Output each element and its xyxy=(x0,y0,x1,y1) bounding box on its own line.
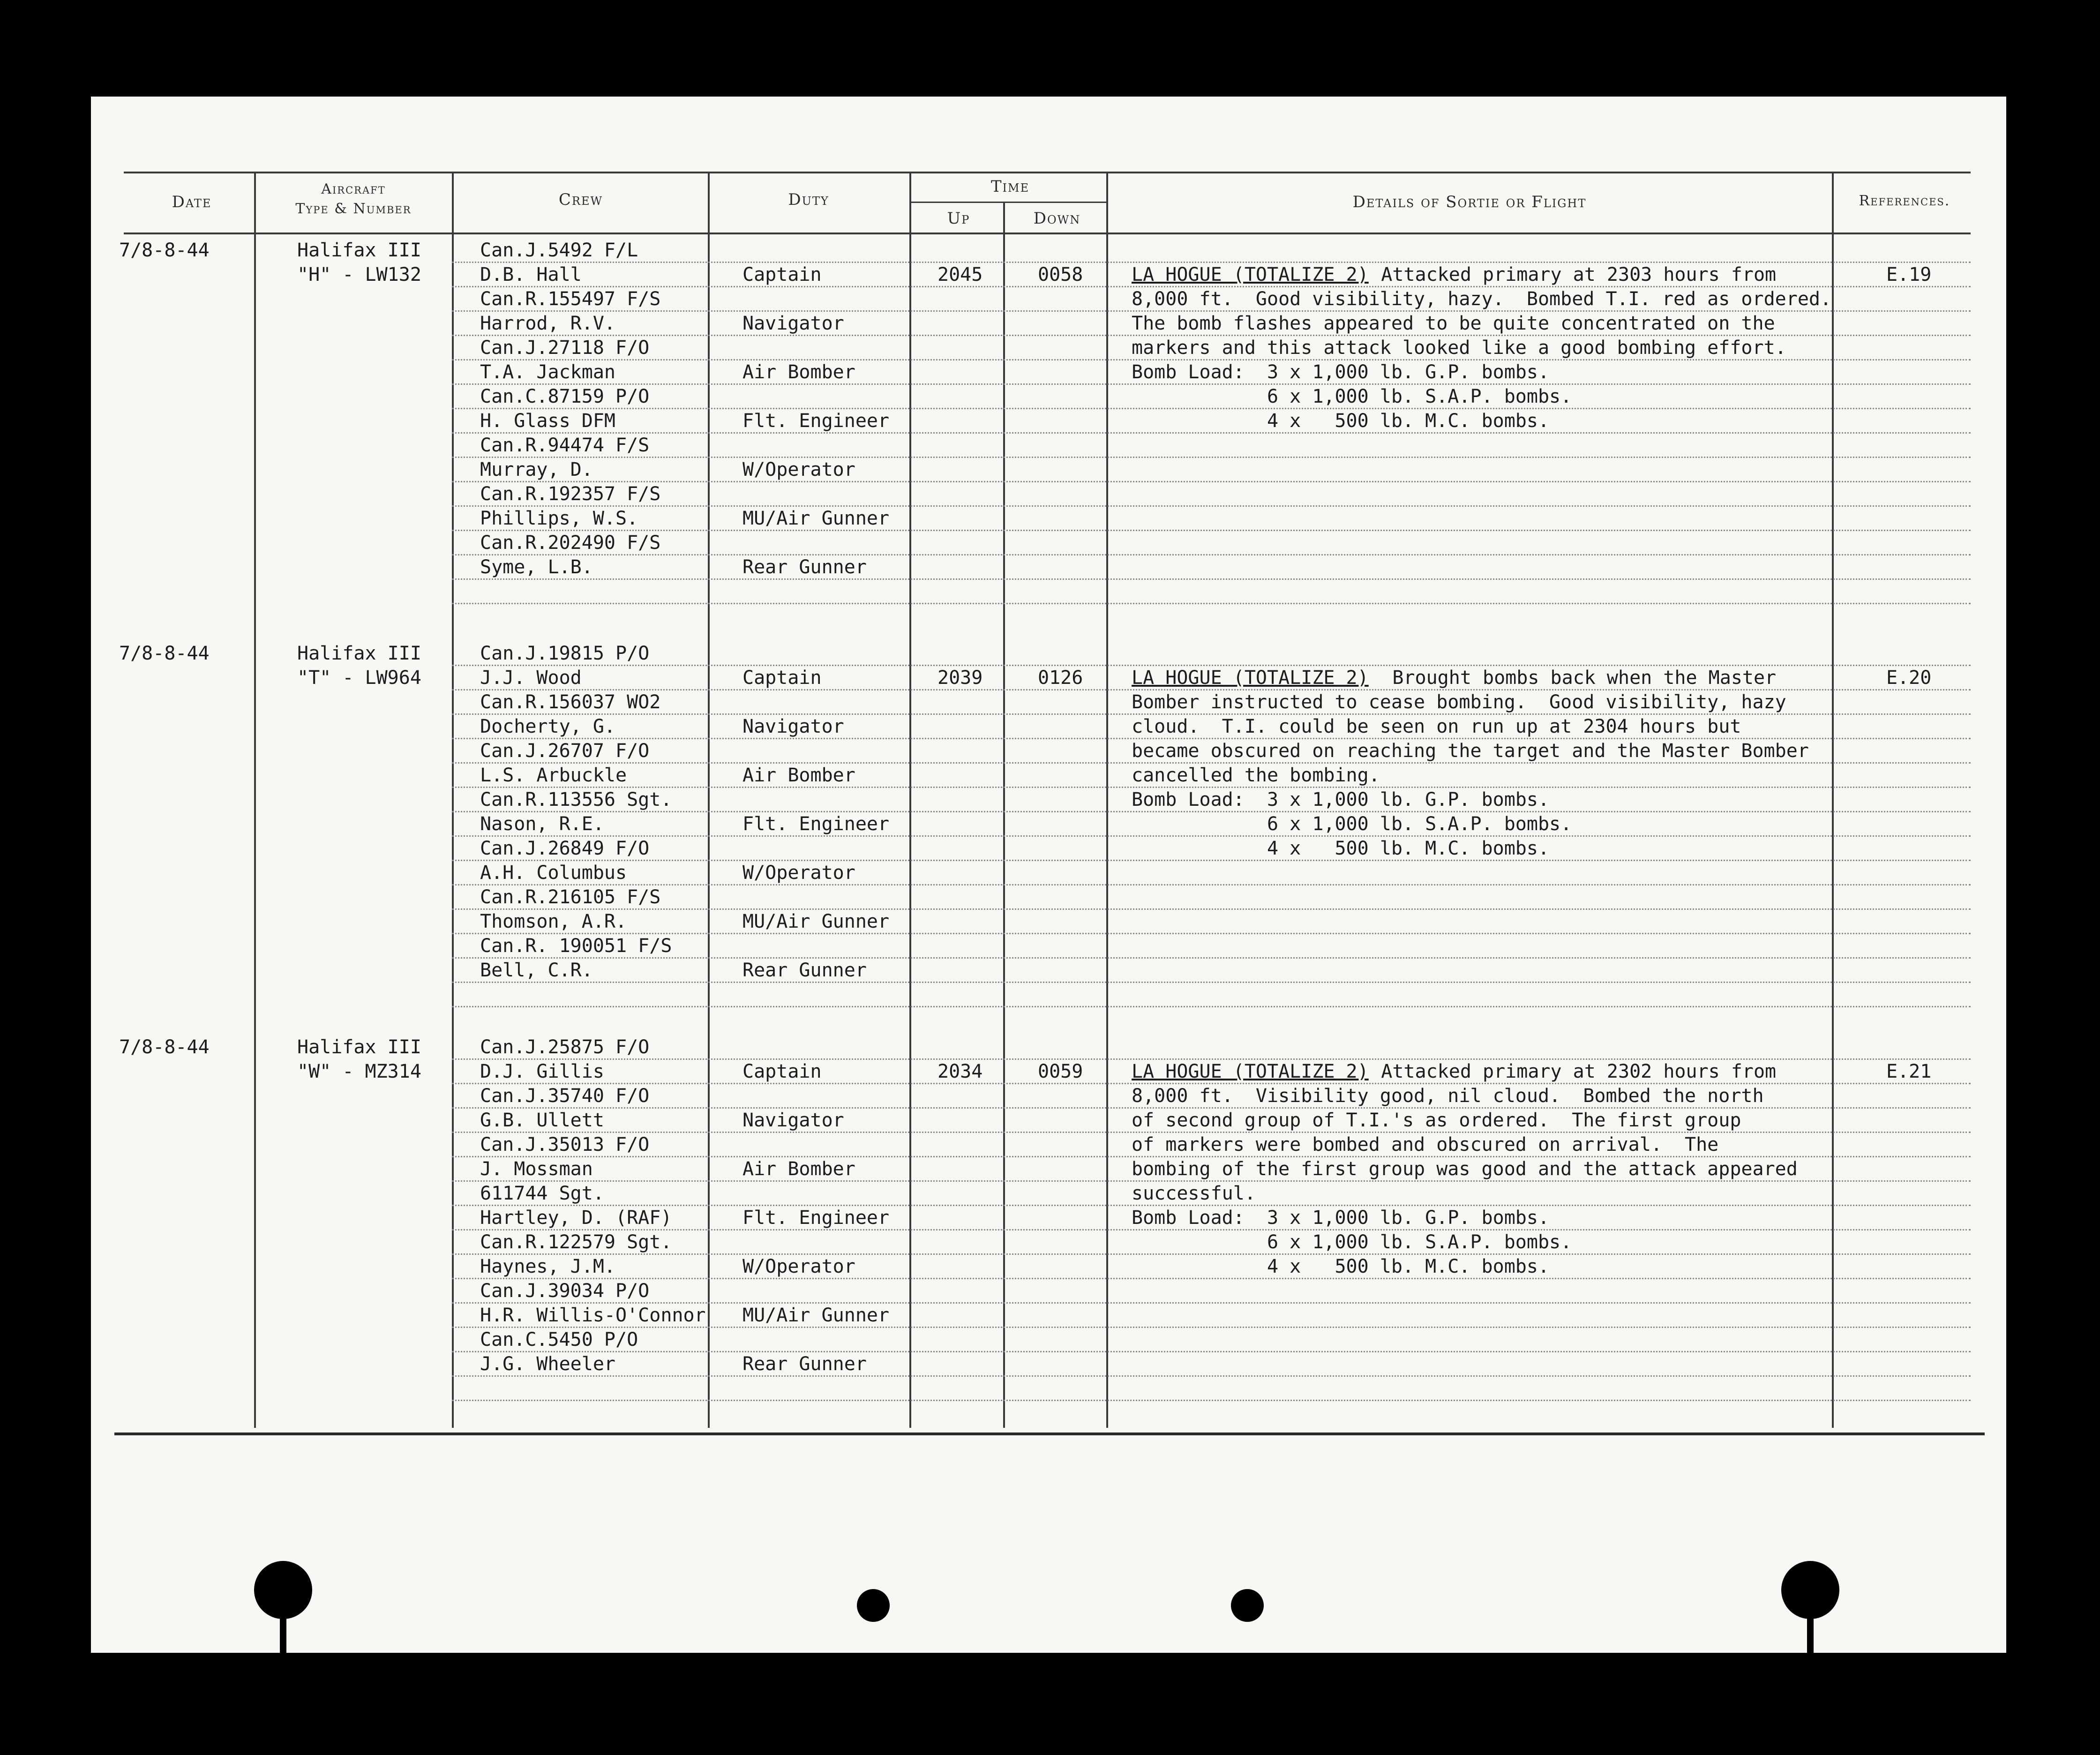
header-date: Date xyxy=(172,193,212,211)
operations-record-page xyxy=(91,97,2006,1653)
ruled-line xyxy=(452,1400,1971,1401)
details-line: 4 x 500 lb. M.C. bombs. xyxy=(1132,1256,1550,1277)
crew-service-number: Can.R.216105 F/S xyxy=(480,886,661,908)
ruled-line xyxy=(452,1351,1971,1352)
crew-duty: Air Bomber xyxy=(742,765,855,786)
ruled-line xyxy=(452,530,1971,531)
sortie-date: 7/8-8-44 xyxy=(119,240,210,261)
details-line: 8,000 ft. Good visibility, hazy. Bombed T.I. red as ordered. xyxy=(1132,288,1832,310)
crew-service-number: Can.R. 190051 F/S xyxy=(480,935,672,957)
crew-name: D.J. Gillis xyxy=(480,1061,604,1082)
time-up: 2039 xyxy=(938,667,983,689)
crew-service-number: Can.R.192357 F/S xyxy=(480,483,661,505)
crew-duty: Navigator xyxy=(742,313,844,334)
details-line: Bomb Load: 3 x 1,000 lb. G.P. bombs. xyxy=(1132,1207,1550,1229)
aircraft-number: "H" - LW132 xyxy=(297,264,421,285)
aircraft-type: Halifax III xyxy=(297,1036,421,1058)
details-line: became obscured on reaching the target and the Master Bomber xyxy=(1132,740,1809,762)
crew-duty: Flt. Engineer xyxy=(742,410,890,432)
crew-duty: MU/Air Gunner xyxy=(742,508,890,529)
crew-name: Haynes, J.M. xyxy=(480,1256,615,1277)
ruled-line xyxy=(452,578,1971,580)
crew-duty: W/Operator xyxy=(742,459,855,480)
ruled-line xyxy=(452,982,1971,983)
crew-duty: Rear Gunner xyxy=(742,1353,867,1375)
crew-service-number: Can.R.156037 WO2 xyxy=(480,691,661,713)
punch-hole-mid-right xyxy=(1231,1589,1264,1622)
ruled-line xyxy=(452,505,1971,507)
details-line: successful. xyxy=(1132,1183,1256,1204)
reference: E.21 xyxy=(1886,1061,1932,1082)
crew-duty: Air Bomber xyxy=(742,361,855,383)
crew-name: Phillips, W.S. xyxy=(480,508,638,529)
header-aircraft-line2: Type & Number xyxy=(295,201,412,217)
crew-duty: Rear Gunner xyxy=(742,556,867,578)
header-time: Time xyxy=(990,177,1030,196)
crew-name: Nason, R.E. xyxy=(480,813,604,835)
crew-name: Hartley, D. (RAF) xyxy=(480,1207,672,1229)
details-target-title: LA HOGUE (TOTALIZE 2) xyxy=(1132,667,1369,689)
crew-name: Docherty, G. xyxy=(480,716,615,737)
crew-name: J.J. Wood xyxy=(480,667,582,689)
details-line: Bomber instructed to cease bombing. Good visibility, hazy xyxy=(1132,691,1786,713)
header-top-rule xyxy=(124,172,1971,173)
details-line: Brought bombs back when the Master xyxy=(1370,667,1777,689)
details-line: Attacked primary at 2302 hours from xyxy=(1370,1061,1777,1082)
punch-hole-left xyxy=(254,1561,312,1619)
crew-name: D.B. Hall xyxy=(480,264,582,285)
header-aircraft-line1: Aircraft xyxy=(321,181,386,197)
crew-service-number: Can.C.5450 P/O xyxy=(480,1329,638,1350)
ruled-line xyxy=(452,908,1971,910)
reference: E.20 xyxy=(1886,667,1932,689)
details-line: 6 x 1,000 lb. S.A.P. bombs. xyxy=(1132,386,1572,407)
ruled-line xyxy=(452,957,1971,959)
crew-duty: MU/Air Gunner xyxy=(742,1305,890,1326)
crew-service-number: Can.J.5492 F/L xyxy=(480,240,638,261)
details-line: Attacked primary at 2303 hours from xyxy=(1370,264,1777,285)
crew-service-number: Can.R.94474 F/S xyxy=(480,435,650,456)
crew-name: A.H. Columbus xyxy=(480,862,627,884)
crew-duty: Flt. Engineer xyxy=(742,813,890,835)
header-time-up: Up xyxy=(947,209,970,228)
crew-duty: MU/Air Gunner xyxy=(742,911,890,932)
header-bottom-rule xyxy=(124,232,1971,234)
crew-name: T.A. Jackman xyxy=(480,361,615,383)
crew-duty: W/Operator xyxy=(742,862,855,884)
details-line: Bomb Load: 3 x 1,000 lb. G.P. bombs. xyxy=(1132,361,1550,383)
aircraft-number: "W" - MZ314 xyxy=(297,1061,421,1082)
crew-service-number: Can.C.87159 P/O xyxy=(480,386,650,407)
crew-name: Murray, D. xyxy=(480,459,593,480)
table-bottom-rule xyxy=(114,1432,1985,1435)
ruled-line xyxy=(452,884,1971,885)
punch-hole-right xyxy=(1781,1561,1839,1619)
ruled-line xyxy=(452,481,1971,482)
details-line: Bomb Load: 3 x 1,000 lb. G.P. bombs. xyxy=(1132,789,1550,810)
crew-service-number: Can.J.27118 F/O xyxy=(480,337,650,359)
crew-service-number: Can.R.122579 Sgt. xyxy=(480,1231,672,1253)
header-details: Details of Sortie or Flight xyxy=(1352,193,1587,211)
ruled-line xyxy=(452,933,1971,934)
crew-service-number: Can.J.35013 F/O xyxy=(480,1134,650,1155)
crew-duty: Air Bomber xyxy=(742,1158,855,1180)
crew-name: H. Glass DFM xyxy=(480,410,615,432)
time-down: 0126 xyxy=(1038,667,1083,689)
header-duty: Duty xyxy=(788,190,829,209)
crew-name: Bell, C.R. xyxy=(480,960,593,981)
details-line: markers and this attack looked like a good bombing effort. xyxy=(1132,337,1786,359)
header-references: References. xyxy=(1859,193,1950,209)
details-line: The bomb flashes appeared to be quite concentrated on the xyxy=(1132,313,1775,334)
time-up: 2034 xyxy=(938,1061,983,1082)
reference: E.19 xyxy=(1886,264,1932,285)
crew-service-number: Can.R.202490 F/S xyxy=(480,532,661,554)
details-line: of second group of T.I.'s as ordered. The first group xyxy=(1132,1110,1741,1131)
aircraft-type: Halifax III xyxy=(297,643,421,664)
crew-duty: W/Operator xyxy=(742,1256,855,1277)
details-target-title: LA HOGUE (TOTALIZE 2) xyxy=(1132,264,1369,285)
crew-duty: Captain xyxy=(742,667,822,689)
ruled-line xyxy=(452,1006,1971,1007)
details-line: 4 x 500 lb. M.C. bombs. xyxy=(1132,410,1550,432)
divider-date xyxy=(254,172,256,1428)
ruled-line xyxy=(452,603,1971,604)
divider-time xyxy=(1003,202,1005,1428)
crew-duty: Captain xyxy=(742,1061,822,1082)
details-line: 6 x 1,000 lb. S.A.P. bombs. xyxy=(1132,1231,1572,1253)
crew-duty: Captain xyxy=(742,264,822,285)
punch-hole-right-slot xyxy=(1807,1612,1814,1653)
crew-service-number: Can.J.19815 P/O xyxy=(480,643,650,664)
crew-service-number: Can.R.155497 F/S xyxy=(480,288,661,310)
details-line: bombing of the first group was good and the attack appeared xyxy=(1132,1158,1798,1180)
sortie-date: 7/8-8-44 xyxy=(119,643,210,664)
sortie-date: 7/8-8-44 xyxy=(119,1036,210,1058)
ruled-line xyxy=(452,457,1971,458)
ruled-line xyxy=(452,554,1971,555)
crew-name: Thomson, A.R. xyxy=(480,911,627,932)
aircraft-number: "T" - LW964 xyxy=(297,667,421,689)
crew-name: H.R. Willis-O'Connor xyxy=(480,1305,706,1326)
details-line: cloud. T.I. could be seen on run up at 2304 hours but xyxy=(1132,716,1741,737)
crew-service-number: Can.J.26707 F/O xyxy=(480,740,650,762)
punch-hole-left-slot xyxy=(280,1612,286,1653)
crew-name: J.G. Wheeler xyxy=(480,1353,615,1375)
crew-name: Harrod, R.V. xyxy=(480,313,615,334)
crew-name: L.S. Arbuckle xyxy=(480,765,627,786)
aircraft-type: Halifax III xyxy=(297,240,421,261)
time-split-rule xyxy=(909,202,1106,203)
crew-name: G.B. Ullett xyxy=(480,1110,604,1131)
crew-duty: Navigator xyxy=(742,1110,844,1131)
time-down: 0059 xyxy=(1038,1061,1083,1082)
punch-hole-mid-left xyxy=(857,1589,890,1622)
details-target-title: LA HOGUE (TOTALIZE 2) xyxy=(1132,1061,1369,1082)
ruled-line xyxy=(452,1375,1971,1377)
details-line: of markers were bombed and obscured on arrival. The xyxy=(1132,1134,1719,1155)
details-line: 8,000 ft. Visibility good, nil cloud. Bombed the north xyxy=(1132,1085,1764,1107)
details-line: 6 x 1,000 lb. S.A.P. bombs. xyxy=(1132,813,1572,835)
crew-duty: Flt. Engineer xyxy=(742,1207,890,1229)
crew-service-number: Can.J.39034 P/O xyxy=(480,1280,650,1302)
crew-name: J. Mossman xyxy=(480,1158,593,1180)
crew-service-number: Can.J.35740 F/O xyxy=(480,1085,650,1107)
details-line: cancelled the bombing. xyxy=(1132,765,1380,786)
crew-duty: Rear Gunner xyxy=(742,960,867,981)
crew-service-number: Can.J.25875 F/O xyxy=(480,1036,650,1058)
crew-service-number: 611744 Sgt. xyxy=(480,1183,604,1204)
crew-service-number: Can.J.26849 F/O xyxy=(480,838,650,859)
time-down: 0058 xyxy=(1038,264,1083,285)
header-crew: Crew xyxy=(558,190,603,209)
crew-service-number: Can.R.113556 Sgt. xyxy=(480,789,672,810)
crew-duty: Navigator xyxy=(742,716,844,737)
details-line: 4 x 500 lb. M.C. bombs. xyxy=(1132,838,1550,859)
time-up: 2045 xyxy=(938,264,983,285)
crew-name: Syme, L.B. xyxy=(480,556,593,578)
header-time-down: Down xyxy=(1033,209,1081,228)
